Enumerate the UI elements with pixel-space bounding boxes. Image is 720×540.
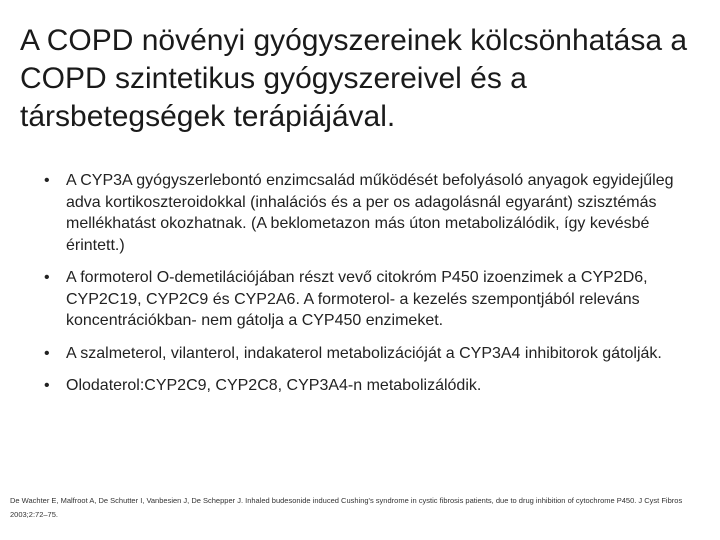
bullet-text-3: A szalmeterol, vilanterol, indakaterol metabolizációját a CYP3A4 inhibitorok gátolják. <box>66 344 662 362</box>
bullet-dot-icon: • <box>44 269 50 286</box>
bullet-item-1 <box>44 170 699 256</box>
bullet-dot-icon: • <box>44 377 50 394</box>
bullet-dot-icon: • <box>44 344 50 362</box>
bullet-dot-icon: • <box>44 172 50 189</box>
slide-title: A COPD növényi gyógyszereinek kölcsönhatása a COPD szintetikus gyógyszereivel és a társbetegségek terápiájával. <box>20 24 688 133</box>
bullet-list <box>44 170 699 408</box>
bullet-text-1: A CYP3A gyógyszerlebontó enzimcsalád működését befolyásoló anyagok egyidejűleg adva kortikoszteroidokkal (inhalációs és a per os adagolásnál egyaránt) szisztémás mellékhatást okozhatnak. (A beklometazon más úton metabolizálódik, így kevésbé érintett.) <box>66 172 674 254</box>
bullet-text-2: A formoterol O-demetilációjában részt vevő citokróm P450 izoenzimek a CYP2D6, CYP2C19, CYP2C9 és CYP2A6. A formoterol- a kezelés szempontjából releváns koncentrációkban- nem gátolja a CYP450 enzimeket. <box>66 269 648 329</box>
footnote-reference: De Wachter E, Malfroot A, De Schutter I, Vanbesien J, De Schepper J. Inhaled budesonide induced Cushing's syndrome in cystic fibrosis patients, due to drug inhibition of cytochrome P450. J Cyst Fibros 2003;2:72–75. <box>10 496 683 519</box>
bullet-text-4: Olodaterol:CYP2C9, CYP2C8, CYP3A4-n metabolizálódik. <box>66 377 482 394</box>
bullet-item-3 <box>44 343 699 365</box>
bullet-item-4 <box>44 375 699 397</box>
bullet-item-2 <box>44 267 699 332</box>
